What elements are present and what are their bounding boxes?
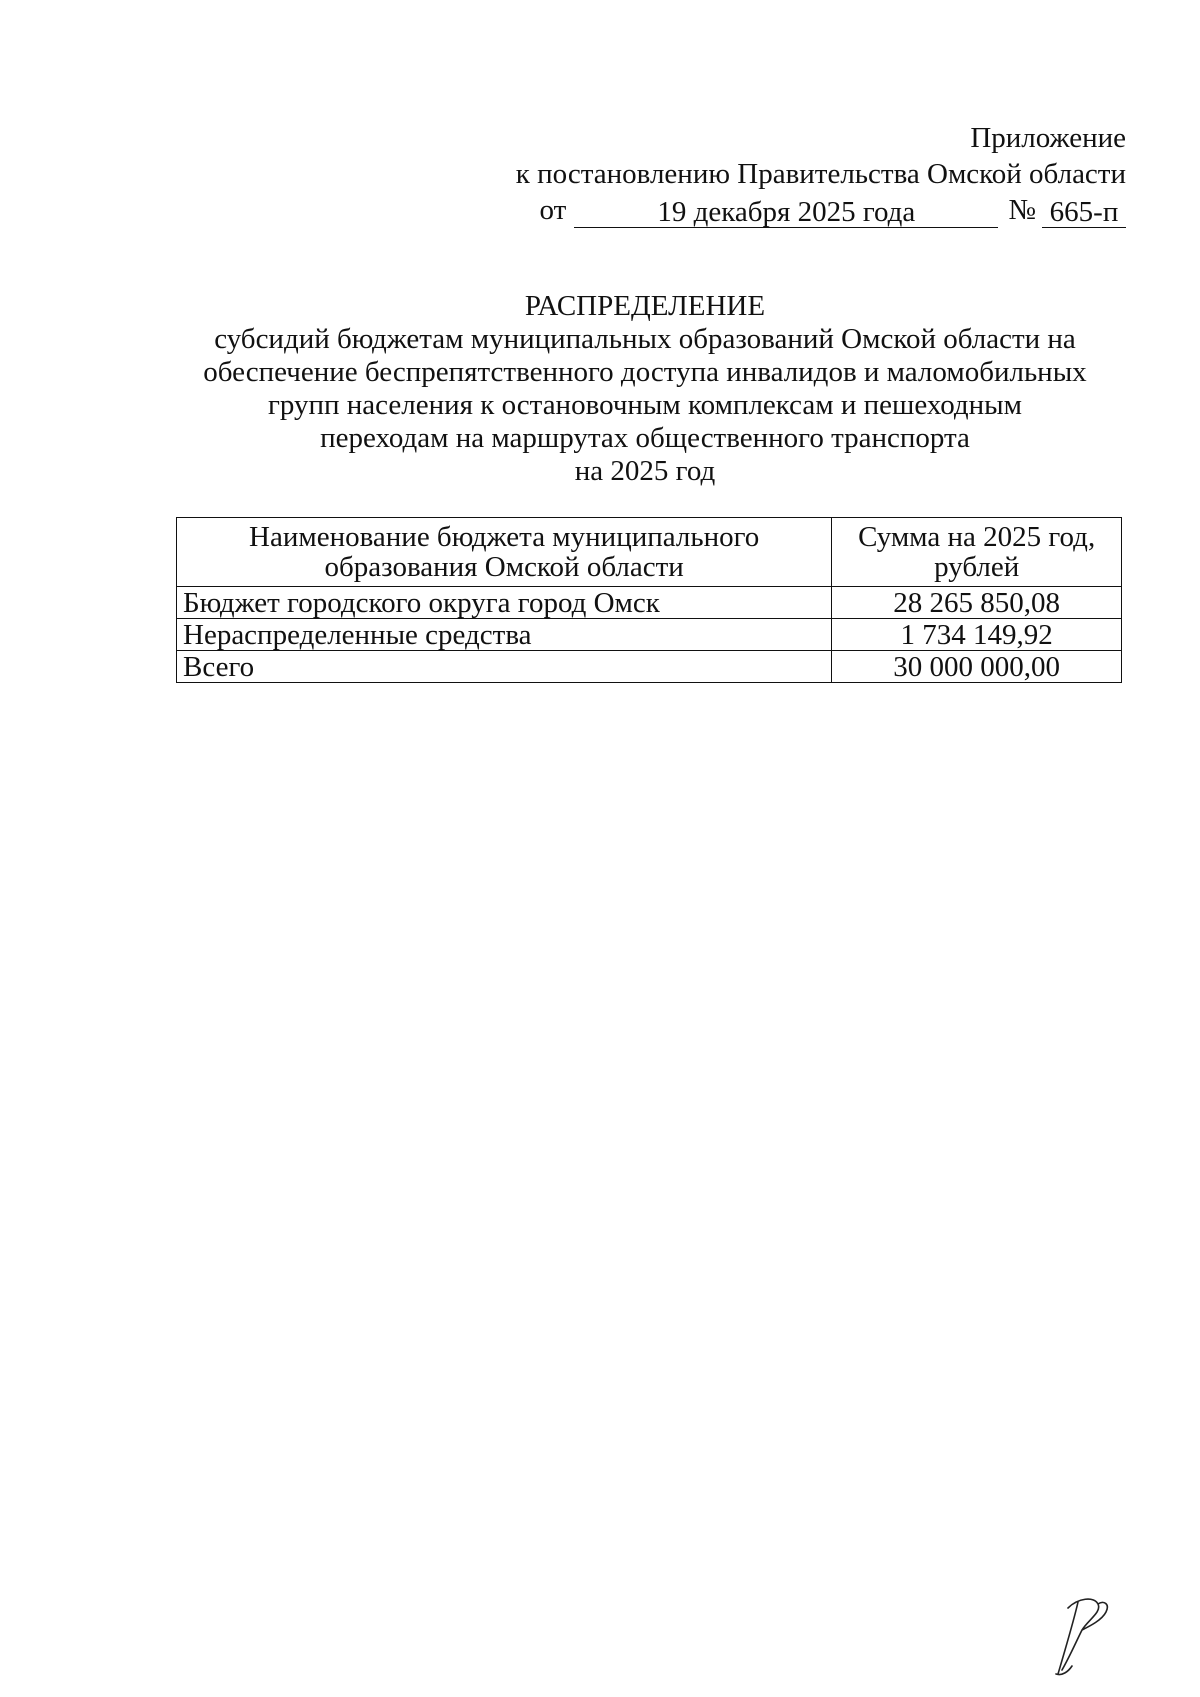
date-prefix: от xyxy=(539,194,567,226)
table-header-row xyxy=(177,518,1122,587)
amount-cell: 1 734 149,92 xyxy=(832,619,1122,651)
number-value: 665-п xyxy=(1042,197,1126,228)
table-row xyxy=(177,587,1122,619)
appendix-block xyxy=(506,120,1126,228)
title-line: групп населения к остановочным комплексам и пешеходным xyxy=(267,389,1023,421)
title-line: обеспечение беспрепятственного доступа инвалидов и маломобильных xyxy=(203,356,1087,388)
header-amount-line1: Сумма на 2025 год, xyxy=(858,521,1096,553)
amount-cell: 28 265 850,08 xyxy=(832,587,1122,619)
appendix-date-line xyxy=(506,192,1126,228)
total-label-cell: Всего xyxy=(177,651,832,683)
header-budget-name-line1: Наименование бюджета муниципального xyxy=(249,521,760,553)
table-row xyxy=(177,619,1122,651)
header-amount-line2: рублей xyxy=(934,551,1020,583)
table-row-total xyxy=(177,651,1122,683)
title-line: переходам на маршрутах общественного транспорта xyxy=(320,422,970,454)
title-heading: РАСПРЕДЕЛЕНИЕ xyxy=(524,290,766,322)
date-value: 19 декабря 2025 года xyxy=(574,197,998,228)
handwritten-initials xyxy=(1048,1590,1118,1680)
budget-name-cell: Бюджет городского округа город Омск xyxy=(177,587,832,619)
number-label: № xyxy=(1008,194,1036,226)
header-budget-name xyxy=(177,518,832,587)
title-line: на 2025 год xyxy=(574,455,716,487)
header-amount xyxy=(832,518,1122,587)
total-amount-cell: 30 000 000,00 xyxy=(832,651,1122,683)
title-line: субсидий бюджетам муниципальных образований Омской области на xyxy=(214,323,1076,355)
budget-name-cell: Нераспределенные средства xyxy=(177,619,832,651)
distribution-table xyxy=(176,517,1122,683)
appendix-reference: к постановлению Правительства Омской области xyxy=(515,158,1126,190)
document-title xyxy=(160,290,1130,488)
header-budget-name-line2: образования Омской области xyxy=(324,551,684,583)
appendix-title: Приложение xyxy=(970,122,1126,154)
